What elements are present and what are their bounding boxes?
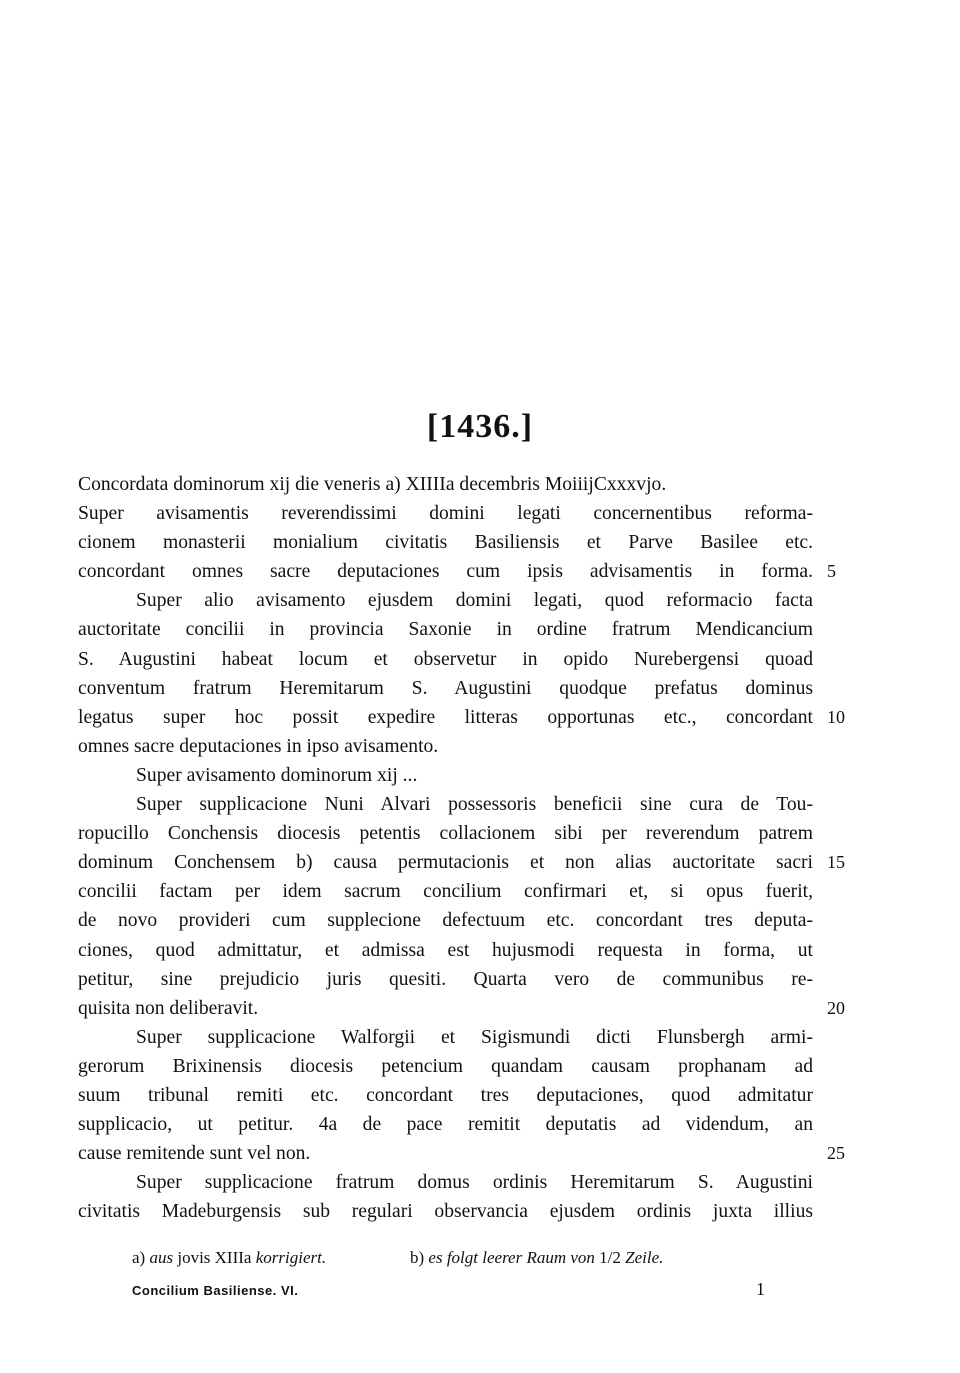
footnote-text: jovis XIIIa [177,1248,252,1267]
text-line: civitatis Madeburgensis sub regulari observancia ejusdem ordinis juxta illius [78,1201,813,1223]
line-number: 25 [827,1143,845,1164]
text-line: Concordata dominorum xij die veneris a) XIIIIa decembris MoiiijCxxxvjo. [78,474,667,495]
footnote-mark: b) [410,1248,425,1267]
footnote-mark: a) [132,1248,146,1267]
text-line: petitur, sine prejudicio juris quesiti. Quarta vero de communibus re- [78,968,813,990]
text-line: legatus super hoc possit expedire litteras opportunas etc., concordant [78,706,813,728]
text-line: S. Augustini habeat locum et observetur in opido Nurebergensi quoad [78,648,813,670]
text-line: concilii factam per idem sacrum concilium confirmari et, si opus fuerit, [78,881,813,903]
text-line: auctoritate concilii in provincia Saxonie in ordine fratrum Mendicancium [78,619,813,641]
year-heading: [1436.] [426,408,534,445]
source-title: Concilium Basiliense. VI. [132,1283,299,1298]
footnote-text-italic: korrigiert. [255,1248,327,1267]
text-line: supplicacio, ut petitur. 4a de pace remitit deputatis ad videndum, an [78,1114,813,1136]
text-line: ropucillo Conchensis diocesis petentis collacionem sibi per reverendum patrem [78,823,813,845]
footnote-text-italic: aus [149,1248,174,1267]
text-line: conventum fratrum Heremitarum S. Augustini quodque prefatus dominus [78,677,813,699]
text-line: cionem monasterii monialium civitatis Basiliensis et Parve Basilee etc. [78,532,813,554]
text-line: ciones, quod admittatur, et admissa est hujusmodi requesta in forma, ut [78,939,813,961]
text-line: cause remitende sunt vel non. [78,1143,311,1165]
text-line: dominum Conchensem b) causa permutacionis et non alias auctoritate sacri [78,852,813,874]
body-text [78,470,813,1226]
text-line: omnes sacre deputaciones in ipso avisamento. [78,735,439,757]
footnote-text-italic: Zeile. [625,1248,664,1267]
footnote-text-italic: es folgt leerer Raum von [428,1248,595,1267]
text-line: Super avisamentis reverendissimi domini legati concernentibus reforma- [78,503,813,525]
line-number: 15 [827,852,845,873]
text-line: gerorum Brixinensis diocesis petencium quandam causam prophanam ad [78,1055,813,1077]
line-number: 20 [827,997,845,1018]
text-line: Super supplicacione fratrum domus ordinis Heremitarum S. Augustini [136,1172,813,1194]
text-line: Super avisamento dominorum xij ... [136,764,418,786]
text-line: concordant omnes sacre deputaciones cum ipsis advisamentis in forma. [78,561,813,583]
text-line: Super supplicacione Nuni Alvari possessoris beneficii sine cura de Tou- [136,794,813,816]
footnote-a [132,1248,326,1268]
footnote-b [410,1248,663,1268]
text-line: Super alio avisamento ejusdem domini legati, quod reformacio facta [136,590,813,612]
page-number: 1 [756,1279,765,1299]
text-line: de novo provideri cum supplecione defectuum etc. concordant tres deputa- [78,910,813,932]
line-number: 5 [827,561,836,582]
text-line: quisita non deliberavit. [78,997,259,1019]
text-line: suum tribunal remiti etc. concordant tres deputaciones, quod admitatur [78,1084,813,1106]
text-line: Super supplicacione Walforgii et Sigismundi dicti Flunsbergh armi- [136,1026,813,1048]
line-number: 10 [827,706,845,727]
footnote-text: 1/2 [599,1248,621,1267]
